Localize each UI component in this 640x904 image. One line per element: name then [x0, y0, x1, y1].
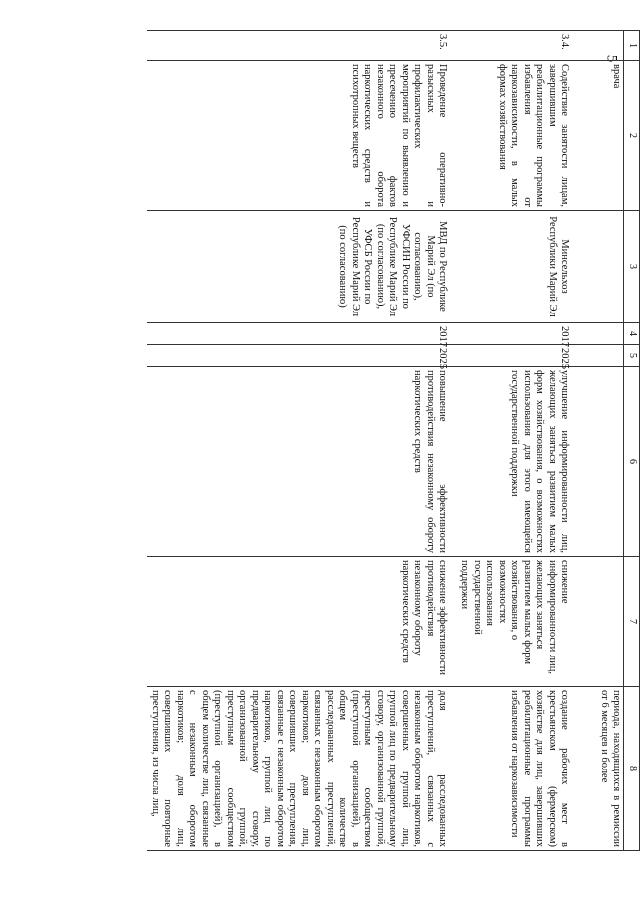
row-number: 3.4. [450, 31, 572, 61]
header-cell: 3 [624, 211, 640, 323]
consequence-cell [572, 557, 625, 687]
measure-cell: врача [572, 61, 625, 211]
table-row [450, 31, 572, 851]
landscape-page [120, 30, 640, 850]
executor-cell: Минсельхоз Республики Марий Эл [450, 211, 572, 323]
consequence-cell: снижение эффективности противодействия незаконному обороту наркотических средств [148, 557, 450, 687]
measure-cell: Содействие занятости лицам, завершившим реабилитационные программы избавления от наркозависимости, в малых формах хозяйствования [450, 61, 572, 211]
executor-cell: МВД по Республике Марий Эл (по согласованию), УФСИН России по Республике Марий Эл (по согласованию), УФСБ России по Республике Марий Эл (по согласованию) [148, 211, 450, 323]
end-year-cell: 2025 [148, 345, 450, 367]
result-cell: улучшение информированности лиц, желающих заняться развитием малых форм хозяйствования, о возможностях использования для этого имеющейся государственной поддержки [450, 367, 572, 557]
indicator-cell: периода, находящихся в ремиссии от 6 месяцев и более [572, 687, 625, 851]
header-cell: 8 [624, 687, 640, 851]
header-cell: 4 [624, 323, 640, 345]
start-year-cell: 2017 [450, 323, 572, 345]
table-row [572, 31, 625, 851]
start-year-cell [572, 323, 625, 345]
indicator-cell: доля расследованных преступлений, связанных с незаконным оборотом наркотиков, совершенных группой лиц, группой лиц по предварительному сговору, организованной группой, преступным сообществом (преступной организацией), в общем количестве расследованных преступлений, связанных с незаконным оборотом наркотиков; доля лиц, совершивших преступления, связанные с незаконным оборотом наркотиков, группой лиц по предварительному сговору, организованной группой, преступным сообществом (преступной организацией), в общем количестве лиц, связанные с незаконным оборотом наркотиков; доля лиц, совершивших повторные преступления, из числа лиц, [148, 687, 450, 851]
measures-table [148, 30, 640, 851]
result-cell [572, 367, 625, 557]
indicator-cell: создание рабочих мест в крестьянском (фермерском) хозяйстве для лиц, завершивших реабилитационные программы избавления от наркозависимости [450, 687, 572, 851]
header-cell: 7 [624, 557, 640, 687]
end-year-cell [572, 345, 625, 367]
start-year-cell: 2017 [148, 323, 450, 345]
header-cell: 1 [624, 31, 640, 61]
header-cell: 6 [624, 367, 640, 557]
row-number [572, 31, 625, 61]
end-year-cell: 2025 [450, 345, 572, 367]
header-cell: 5 [624, 345, 640, 367]
row-number: 3.5. [148, 31, 450, 61]
consequence-cell: снижение информированности лиц, желающих заняться развитием малых форм хозяйствования, о возможностях использования государственной поддержки [450, 557, 572, 687]
header-row [624, 31, 640, 851]
header-cell: 2 [624, 61, 640, 211]
measure-cell: Проведение оперативно-разыскных и профилактических мероприятий по выявлению и пресечению фактов незаконного оборота наркотических средств и психотропных веществ [148, 61, 450, 211]
table-row [148, 31, 450, 851]
page-number: 5 [602, 54, 619, 63]
result-cell: повышение эффективности противодействия незаконному обороту наркотических средств [148, 367, 450, 557]
executor-cell [572, 211, 625, 323]
